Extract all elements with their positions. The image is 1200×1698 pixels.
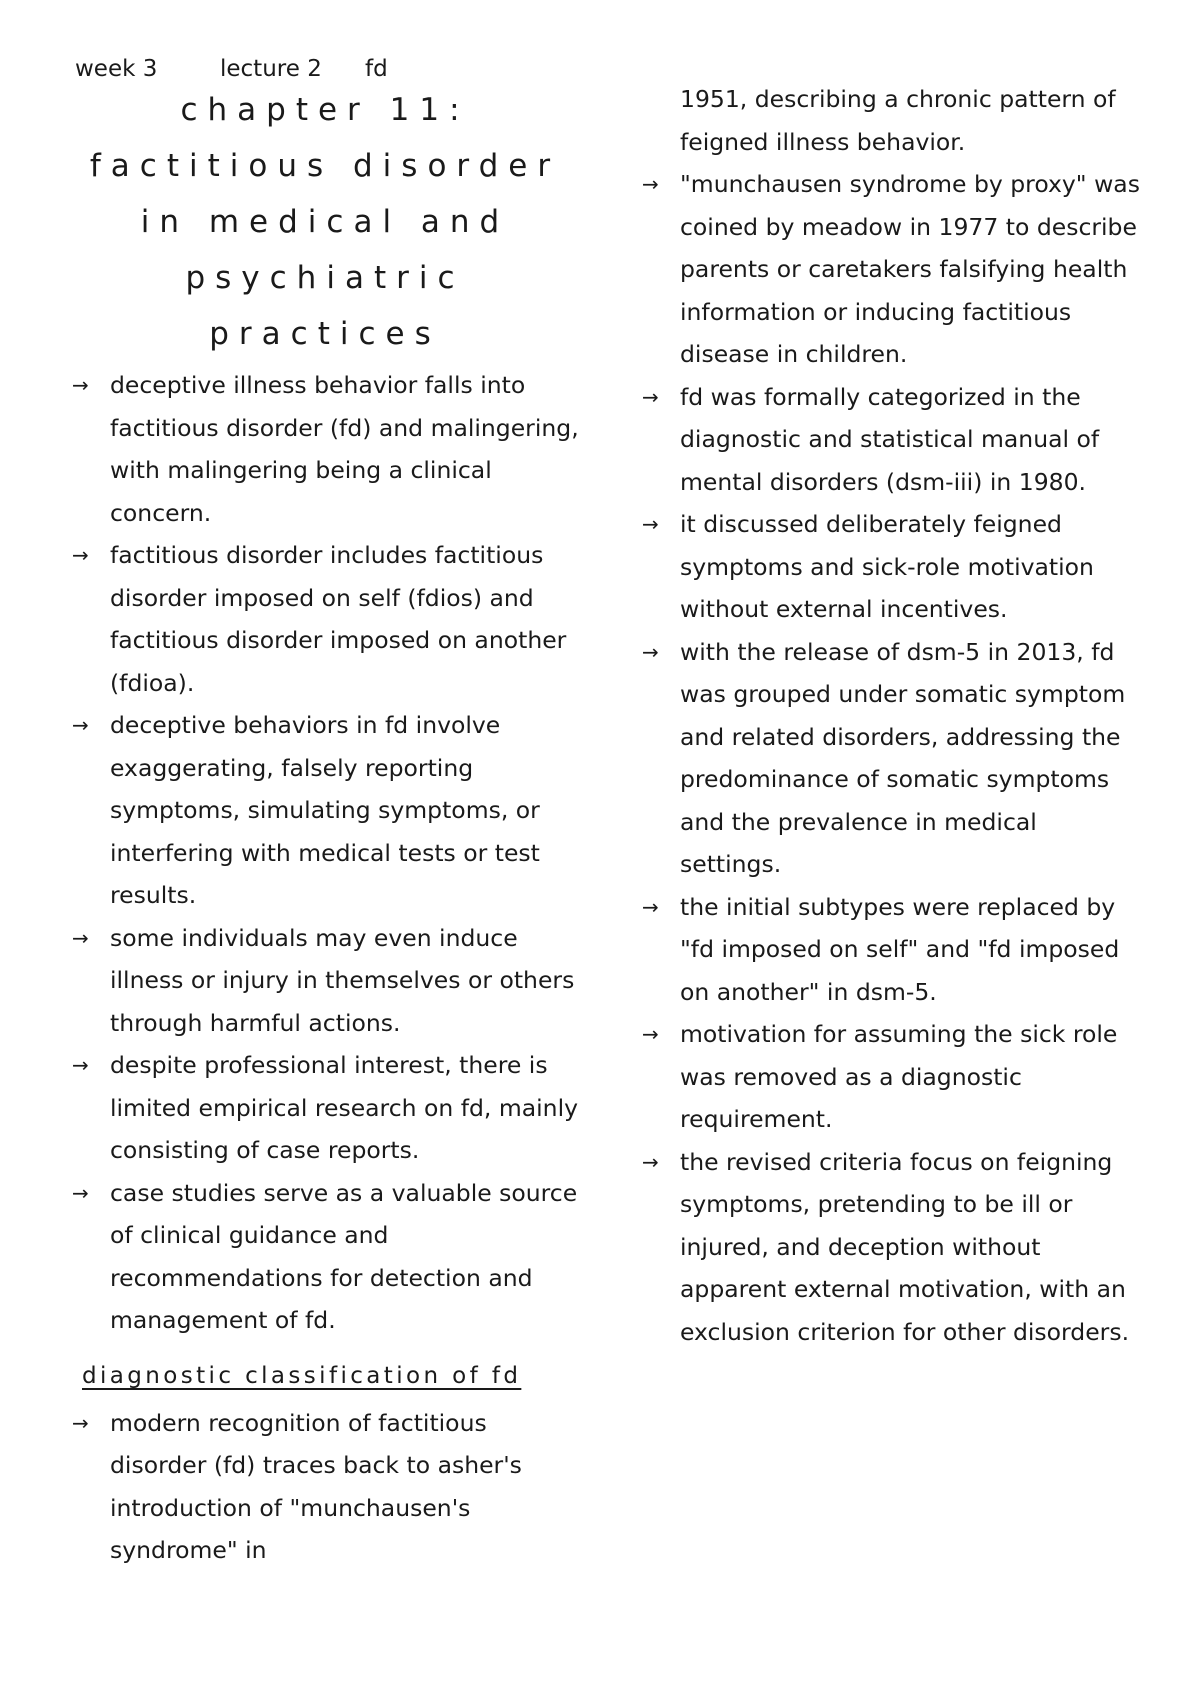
list-item xyxy=(640,1013,1145,1141)
arrow-bullet-icon: → xyxy=(642,1022,659,1046)
bullet-text: despite professional interest, there is limited empirical research on fd, mainly consisting of case reports. xyxy=(110,1051,579,1164)
title-line: psychiatric xyxy=(185,260,465,296)
title-line: factitious disorder xyxy=(89,148,561,184)
arrow-bullet-icon: → xyxy=(72,1053,89,1077)
list-item xyxy=(640,376,1145,504)
list-item xyxy=(70,1172,580,1342)
bullet-text: case studies serve as a valuable source of clinical guidance and recommendations for detection and management of fd. xyxy=(110,1178,578,1334)
arrow-bullet-icon: → xyxy=(72,925,89,950)
arrow-bullet-icon: → xyxy=(72,713,89,737)
chapter-title xyxy=(70,82,580,362)
bullet-text: the initial subtypes were replaced by "fd imposed on self" and "fd imposed on another" in dsm-5. xyxy=(680,892,1120,1006)
list-item xyxy=(640,1141,1145,1354)
arrow-bullet-icon: → xyxy=(72,1410,89,1435)
arrow-bullet-icon: → xyxy=(642,512,659,536)
arrow-bullet-icon: → xyxy=(642,172,659,196)
list-item xyxy=(70,917,580,1045)
page-header xyxy=(75,56,388,82)
intro-bullet-list xyxy=(70,364,580,1342)
arrow-bullet-icon: → xyxy=(72,1180,89,1205)
bullet-text: some individuals may even induce illness or injury in themselves or others through harmful actions. xyxy=(110,923,575,1037)
section-heading: diagnostic classification of fd xyxy=(82,1362,522,1389)
arrow-bullet-icon: → xyxy=(642,384,659,409)
section-bullet-list xyxy=(70,1402,580,1572)
list-item xyxy=(640,631,1145,886)
header-topic: fd xyxy=(365,56,388,82)
list-item xyxy=(70,1044,580,1172)
list-item xyxy=(640,886,1145,1014)
arrow-bullet-icon: → xyxy=(72,373,89,397)
bullet-text: deceptive illness behavior falls into factitious disorder (fd) and malingering, with malingering being a clinical concern. xyxy=(110,371,579,527)
bullet-text: it discussed deliberately feigned symptoms and sick-role motivation without external incentives. xyxy=(680,510,1094,623)
list-item xyxy=(70,534,580,704)
title-line: chapter 11: xyxy=(180,92,470,128)
bullet-text: motivation for assuming the sick role was removed as a diagnostic requirement. xyxy=(680,1020,1118,1133)
arrow-bullet-icon: → xyxy=(642,639,659,664)
continued-text: 1951, describing a chronic pattern of feigned illness behavior. xyxy=(680,85,1116,156)
arrow-bullet-icon: → xyxy=(642,894,659,919)
bullet-text: "munchausen syndrome by proxy" was coined by meadow in 1977 to describe parents or caretakers falsifying health information or inducing factitious disease in children. xyxy=(680,170,1140,368)
right-bullet-list xyxy=(640,163,1145,1353)
list-item xyxy=(70,704,580,917)
bullet-text: the revised criteria focus on feigning symptoms, pretending to be ill or injured, and deception without apparent external motivation, with an exclusion criterion for other disorders. xyxy=(680,1147,1130,1346)
right-column xyxy=(640,78,1145,1353)
arrow-bullet-icon: → xyxy=(72,543,89,567)
header-week: week 3 xyxy=(75,56,158,82)
list-item xyxy=(70,1402,580,1572)
list-item xyxy=(640,503,1145,631)
header-lecture: lecture 2 xyxy=(220,56,322,82)
left-column xyxy=(70,82,580,1572)
list-item xyxy=(70,364,580,534)
list-item xyxy=(640,163,1145,376)
bullet-text: factitious disorder includes factitious disorder imposed on self (fdios) and factitious disorder imposed on another (fdioa). xyxy=(110,541,567,697)
bullet-text: with the release of dsm-5 in 2013, fd was grouped under somatic symptom and related disorders, addressing the predominance of somatic symptoms and the prevalence in medical settings. xyxy=(680,637,1126,878)
bullet-text: deceptive behaviors in fd involve exaggerating, falsely reporting symptoms, simulating symptoms, or interfering with medical tests or test results. xyxy=(110,711,540,909)
bullet-text: modern recognition of factitious disorder (fd) traces back to asher's introduction of "munchausen's syndrome" in xyxy=(110,1408,522,1564)
arrow-bullet-icon: → xyxy=(642,1149,659,1174)
title-line: practices xyxy=(209,316,441,352)
bullet-text: fd was formally categorized in the diagnostic and statistical manual of mental disorders (dsm-iii) in 1980. xyxy=(680,382,1100,496)
title-line: in medical and xyxy=(140,204,510,240)
